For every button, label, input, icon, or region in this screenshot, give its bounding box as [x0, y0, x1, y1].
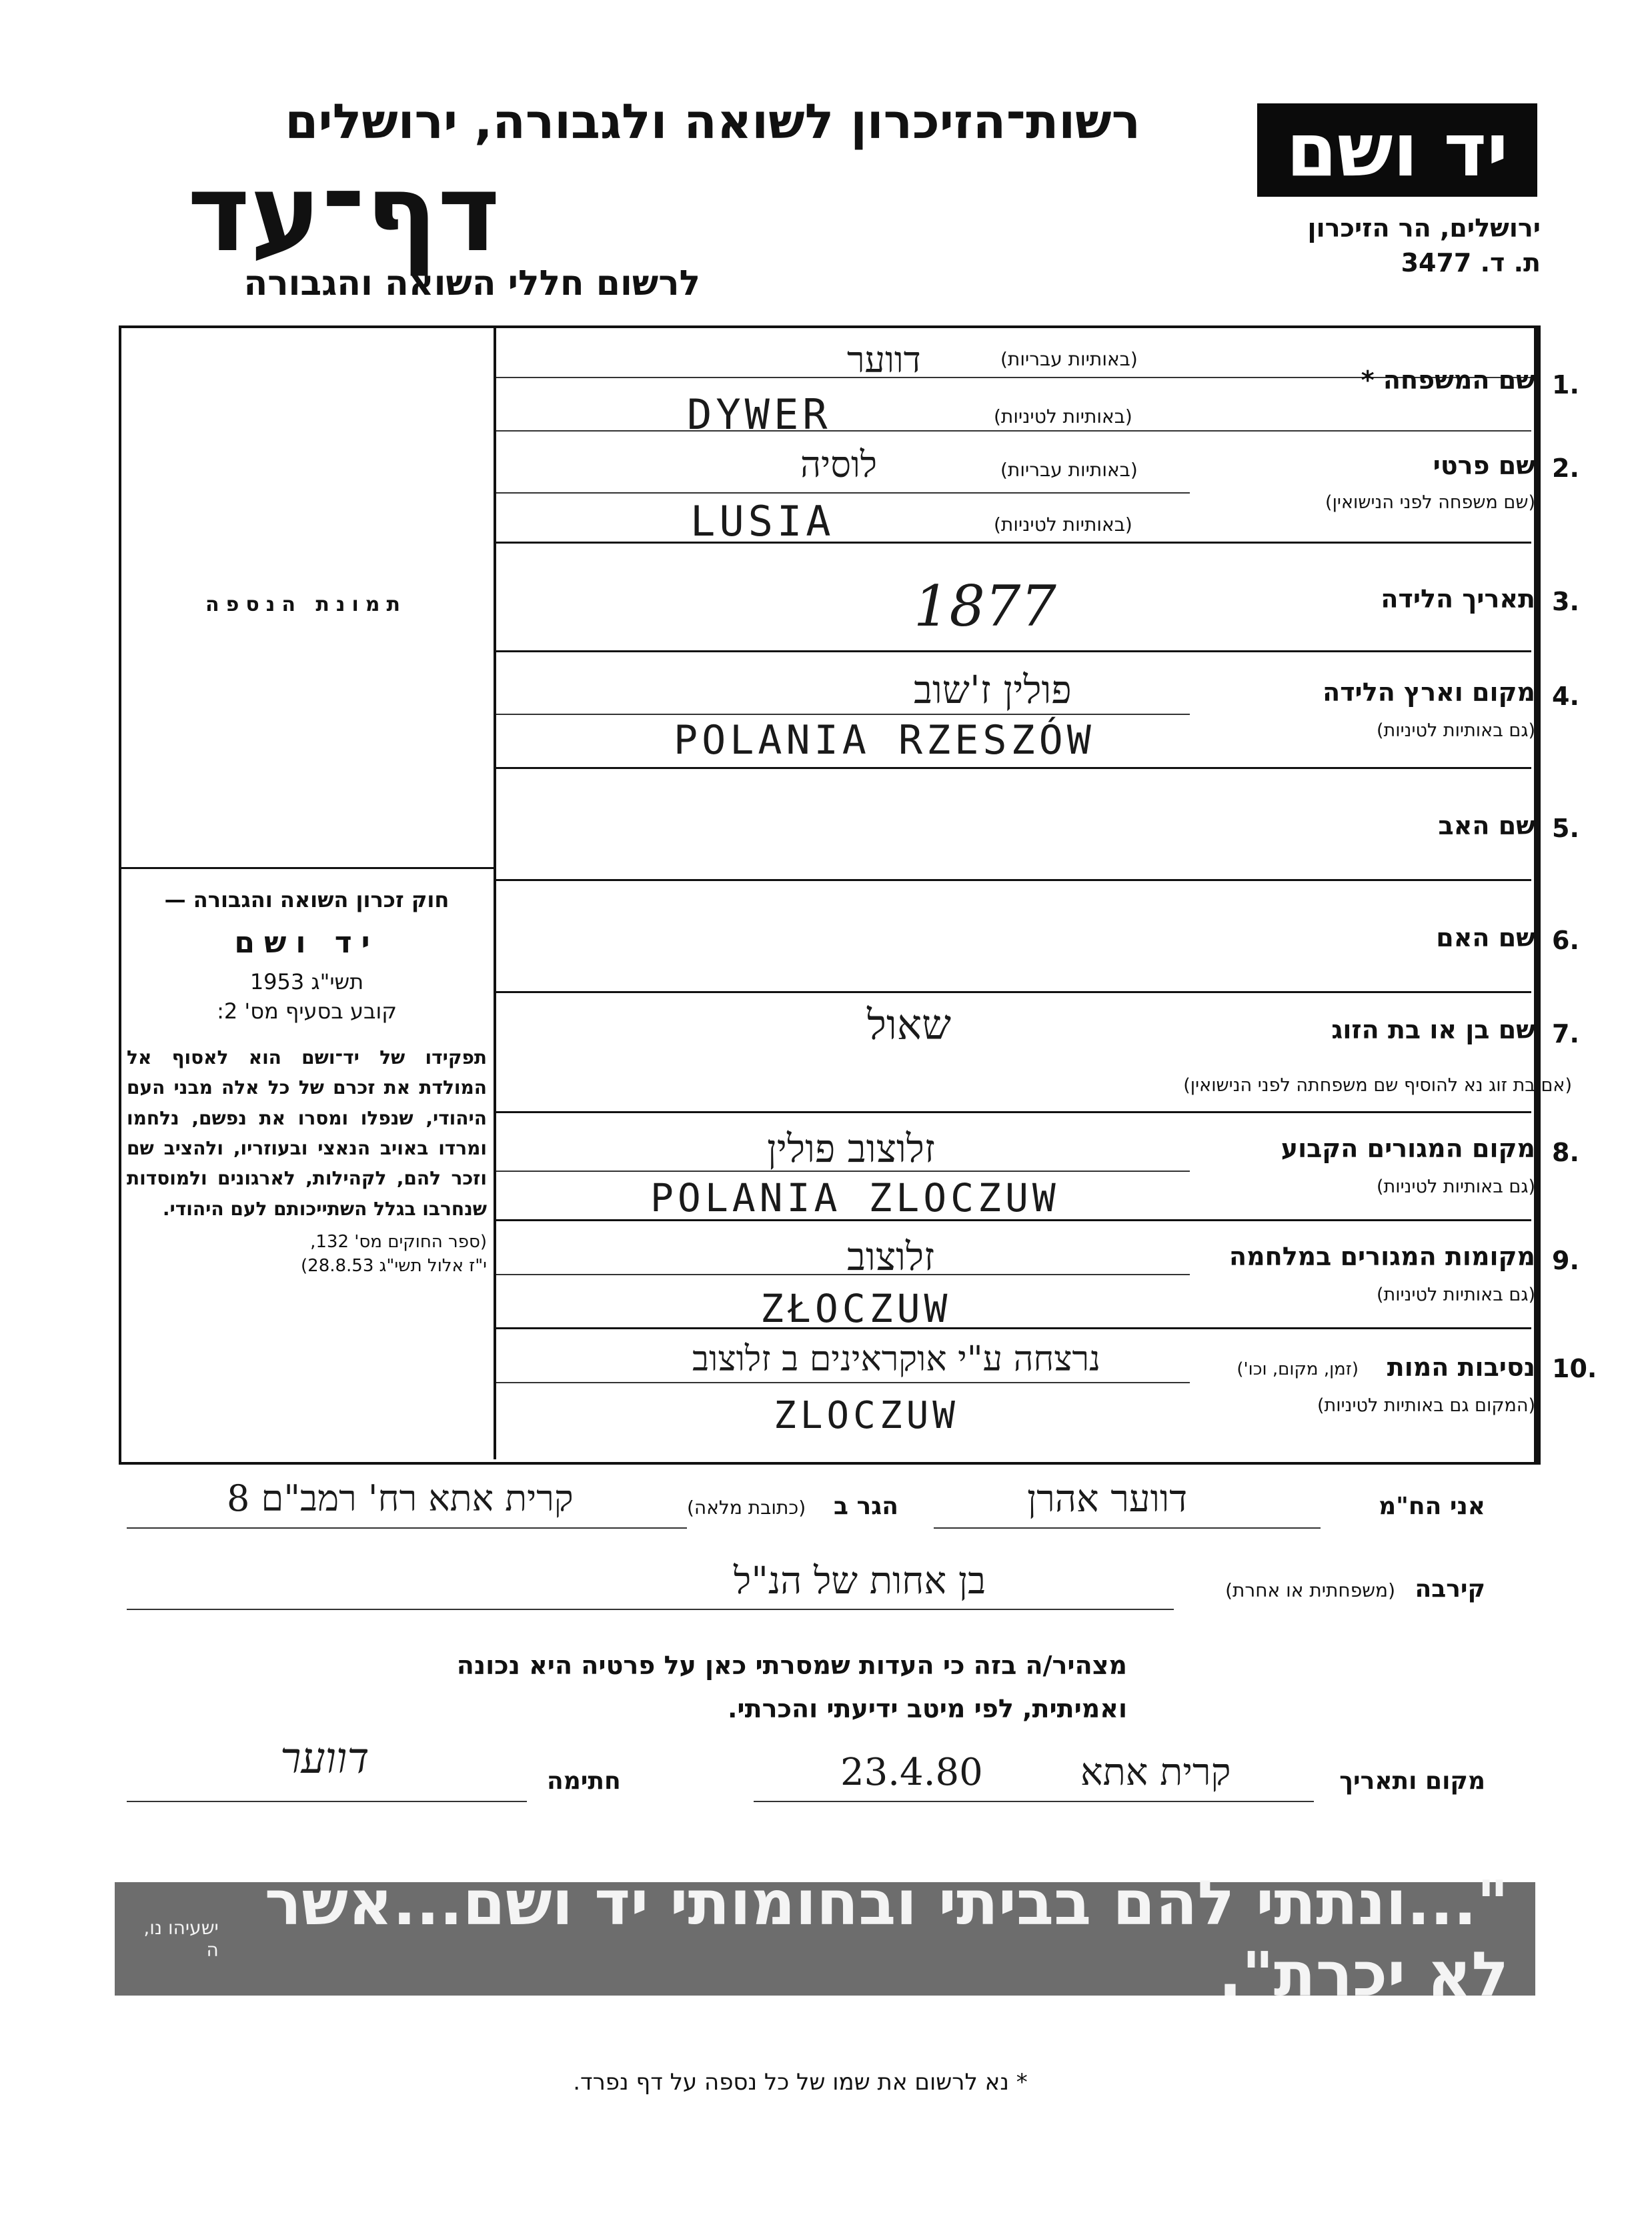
field-sub-latin: (גם באותיות לטיניות) [1376, 1177, 1535, 1197]
circumstances-hebrew-value[interactable]: נרצחה ע"י אוקראינים ב זלוצוב [692, 1339, 1100, 1379]
field-number: 6. [1552, 926, 1579, 955]
field-label-permanent-residence: מקום המגורים הקבוע [1281, 1134, 1535, 1163]
divider [496, 1382, 1190, 1383]
field-number: 4. [1552, 682, 1579, 711]
relation-label: קירבה [1415, 1575, 1485, 1603]
field-sub-time-place: (זמן, מקום, וכו') [1236, 1359, 1359, 1379]
field-number: 8. [1552, 1138, 1579, 1167]
field-label-wartime-residence: מקומות המגורים במלחמה [1228, 1242, 1535, 1271]
field-sub-maiden-name: (שם משפחה לפני הנישואין) [1325, 492, 1535, 513]
field-number: 3. [1552, 587, 1579, 616]
field-sub-spouse-maiden: (אם בת זוג נא להוסיף שם משפחתה לפני הנישואין) [1183, 1075, 1572, 1096]
field-label-birth-date: תאריך הלידה [1381, 584, 1535, 614]
address-line [127, 1527, 687, 1529]
field-number: 5. [1552, 814, 1579, 843]
law-text: תפקידו של יד־ושם הוא לאסוף אל המולדת את זכרם של כל אלה מבני העם היהודי, שנפלו ומסרו את נפשם, נלחמו ומרדו באויב הנאצי ובעוזריו, ולהציב שם וזכר להם, לקהילות, לארגונים ולמוסדות שנחרבו בגלל השתייכותם לעם היהודי. [127, 1046, 487, 1220]
hebrew-letters-note: (באותיות עבריות) [1000, 348, 1138, 370]
birth-date-value[interactable]: 1877 [914, 574, 1056, 639]
field-sub-latin: (גם באותיות לטיניות) [1376, 720, 1535, 741]
field-sub-latin-place: (המקום גם באותיות לטיניות) [1317, 1395, 1535, 1416]
law-clause: קובע בסעיף מס' 2: [217, 998, 397, 1024]
form-title: דף־עד [187, 151, 500, 275]
quote-banner [115, 1868, 1535, 2010]
first-name-hebrew-value[interactable]: לוסיה [800, 444, 878, 486]
place-date-label: מקום ותאריך [1339, 1767, 1485, 1795]
field-label-family-name: שם המשפחה * [1361, 365, 1535, 395]
row-divider [496, 1327, 1531, 1329]
signature-line [127, 1801, 527, 1802]
victim-photo-placeholder: תמונת הנספה [205, 593, 407, 616]
banner-source: ישעיהו נו, ה [143, 1917, 219, 1961]
field-number: 7. [1552, 1019, 1579, 1048]
hebrew-letters-note: (באותיות עבריות) [1000, 459, 1138, 481]
column-divider [494, 325, 496, 1459]
residence-latin-value[interactable]: POLANIA ZLOCZUW [650, 1175, 1060, 1221]
relation-line [127, 1609, 1174, 1610]
footnote: * נא לרשום את שמו של כל נספה על דף נפרד. [573, 2069, 1028, 2096]
law-heading: חוק זכרון השואה והגבורה — [164, 887, 450, 912]
field-number: 10. [1552, 1354, 1597, 1383]
law-citation-date: י"ז אלול תשי"ג 28.8.53) [301, 1256, 487, 1277]
place-value[interactable]: קרית אתא [1080, 1751, 1231, 1794]
row-divider [496, 1111, 1531, 1113]
divider [496, 1274, 1190, 1275]
organization-title: רשות־הזיכרון לשואה ולגבורה, ירושלים [285, 93, 1140, 149]
address: ירושלים, הר הזיכרון [1307, 213, 1541, 243]
row-divider [496, 542, 1531, 544]
yad-vashem-logo: יד ושם [1257, 103, 1537, 197]
wartime-residence-latin-value[interactable]: ZŁOCZUW [760, 1286, 952, 1331]
latin-letters-note: (באותיות לטיניות) [994, 514, 1132, 536]
signature-value: דווער [280, 1734, 369, 1783]
circumstances-latin-value[interactable]: ZLOCZUW [774, 1394, 960, 1437]
law-year: תשי"ג 1953 [249, 969, 364, 994]
spouse-name-value[interactable]: שאול [867, 1000, 951, 1049]
field-number: 2. [1552, 454, 1579, 483]
place-date-line [754, 1801, 1314, 1802]
banner-quote: "...ונתתי להם בביתי ובחומותי יד ושם...אשר לא יכרת". [264, 1868, 1509, 2010]
field-sub-latin: (גם באותיות לטיניות) [1376, 1285, 1535, 1305]
row-divider [496, 650, 1531, 652]
birth-place-latin-value[interactable]: POLANIA RZESZÓW [674, 717, 1095, 764]
family-name-latin-value[interactable]: DYWER [687, 390, 832, 439]
wartime-residence-hebrew-value[interactable]: זלוצוב [847, 1234, 935, 1279]
field-number: 1. [1552, 370, 1579, 400]
photo-divider [119, 867, 494, 869]
field-label-father-name: שם האב [1438, 811, 1535, 840]
address-value[interactable]: קרית אתא רח' רמב"ם 8 [227, 1477, 574, 1519]
signature-label: חתימה [547, 1767, 621, 1795]
family-name-hebrew-value[interactable]: דווער [847, 339, 921, 381]
birth-place-hebrew-value[interactable]: פולין ז'שוב [914, 667, 1072, 712]
form-subtitle: לרשום חללי השואה והגבורה [243, 263, 700, 303]
po-box: ת. ד. 3477 [1401, 248, 1541, 277]
divider [496, 714, 1190, 715]
field-label-mother-name: שם האם [1436, 923, 1535, 952]
residence-hebrew-value[interactable]: זלוצוב פולין [767, 1126, 936, 1171]
resident-label: הגר ב [834, 1493, 898, 1520]
field-label-spouse-name: שם בן או בת הזוג [1331, 1015, 1535, 1044]
field-label-circumstances-of-death: נסיבות המות [1387, 1353, 1535, 1382]
declarant-line [934, 1527, 1321, 1529]
row-divider [496, 879, 1531, 881]
row-divider [496, 767, 1531, 769]
divider [496, 430, 1531, 432]
law-citation: (ספר החוקים מס' 132, [310, 1232, 487, 1253]
law-name: יד ושם [234, 926, 379, 960]
declarant-name-value[interactable]: דווער אהרן [1027, 1477, 1188, 1521]
address-note: (כתובת מלאה) [687, 1497, 806, 1519]
divider [496, 492, 1190, 494]
field-label-birth-place: מקום וארץ הלידה [1323, 678, 1535, 707]
field-label-first-name: שם פרטי [1433, 451, 1535, 480]
latin-letters-note: (באותיות לטיניות) [994, 406, 1132, 428]
first-name-latin-value[interactable]: LUSIA [690, 497, 835, 546]
date-value[interactable]: 23.4.80 [840, 1751, 983, 1794]
declarant-label: אני הח"מ [1379, 1493, 1485, 1520]
relation-value[interactable]: בן אחות של הנ"ל [734, 1559, 986, 1603]
row-divider [496, 991, 1531, 993]
relation-note: (משפחתית או אחרת) [1225, 1579, 1395, 1601]
declaration-statement: מצהיר/ה בזה כי העדות שמסרתי כאן על פרטיה היא נכונה ואמיתית, לפי מיטב ידיעתי והכרתי. [456, 1651, 1127, 1723]
law-excerpt [127, 887, 487, 1276]
field-number: 9. [1552, 1246, 1579, 1275]
